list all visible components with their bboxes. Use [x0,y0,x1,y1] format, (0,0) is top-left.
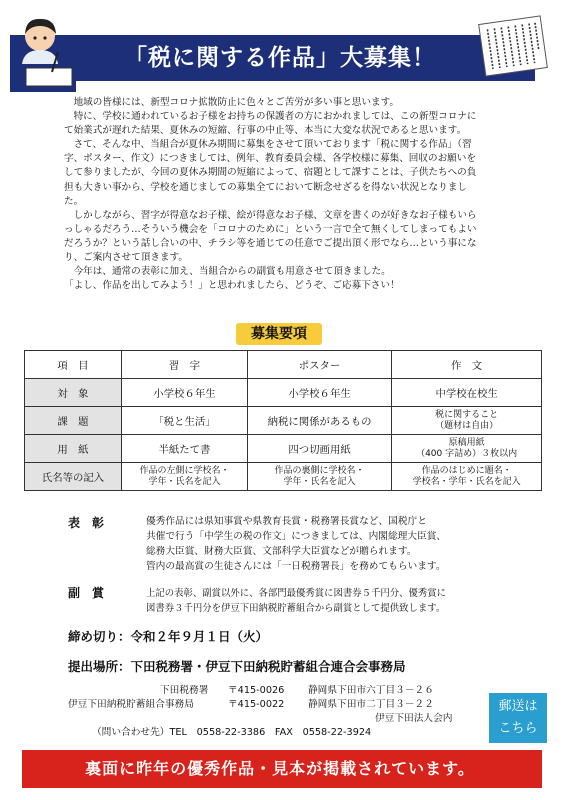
cell-line: 学年・氏名を記入 [283,476,356,487]
cell-shuji: 小学校６年生 [122,379,248,407]
bottom-banner-text: 裏面に昨年の優秀作品・見本が掲載されています。 [85,759,475,778]
address-name: 下田税務署 [160,685,209,696]
intro-text [64,96,484,293]
intro-paragraph: 地域の皆様には、新型コロナ拡散防止に色々とご苦労が多い事と思います。 [73,97,400,108]
hyosho-label: 表 彰 [68,516,105,530]
cell-line: （題材は自由） [435,420,499,431]
cell-shuji: 「税と生活」 [122,407,248,435]
cell-sakubun [392,407,542,435]
fukusho-label: 副 賞 [68,586,105,600]
text-line: 優秀作品には県知事賞や県教育長賞・税務署長賞など、国税庁と [146,516,427,527]
row-label: 対 象 [25,379,122,407]
cell-sakubun: 中学校在校生 [392,379,542,407]
cell-line: 原稿用紙 [448,437,485,448]
table-header: 作 文 [392,351,542,379]
cell-poster [247,463,391,491]
contact-info: （問い合わせ先）TEL 0558-22-3386 FAX 0558-22-3924 [92,727,372,738]
table-row [25,407,542,435]
cell-line: 作品の裏側に学校名・ [274,465,365,476]
address-zip: 〒415-0026 [228,685,285,696]
intro-paragraph: 今年は、通常の表彰に加え、当組合からの副賞も用意させて頂きました。 [73,266,391,278]
text-line: 総務大臣賞、財務大臣賞、文部科学大臣賞などが贈られます。 [146,546,417,557]
fukusho-text [146,586,546,616]
text-line: 図書券３千円分を伊豆下田納税貯蓄組合から副賞として提供致します。 [146,603,446,614]
address-line: 静岡県下田市六丁目３－２６ [308,685,434,696]
guidelines-table [24,350,542,491]
calligraphy-child-icon [10,12,76,92]
cell-line: 作品のはじめに題名・ [421,465,512,476]
row-label: 課 題 [25,407,122,435]
table-row [25,463,542,491]
table-header: 習 字 [122,351,248,379]
cell-line: （400 字詰め）３枚以内 [416,448,518,459]
table-row [25,379,542,407]
text-line: 上記の表彰、副賞以外に、各部門最優秀賞に図書券５千円分、優秀賞に [146,588,447,599]
mail-badge [489,693,547,743]
table-header: 項 目 [25,351,122,379]
cell-sakubun [392,435,542,463]
mail-badge-line: こちら [498,721,538,736]
cell-poster: 納税に関係があるもの [247,407,391,435]
intro-paragraph: しかしながら、習字が得意なお子様、絵が得意なお子様、文章を書くのが好きなお子様もいらっしゃるだろう…そういう機会を「コロナのために」という一言で全て無くしてしまってもよいだろうか？という話し合いの中、チラシ等を通じての任意でご提出頂く形でなら…という事になり、ご案内させて頂きます。 [64,209,477,264]
cell-sakubun [392,463,542,491]
cell-poster: 四つ切画用紙 [247,435,391,463]
table-row [25,435,542,463]
mail-badge-line: 郵送は [498,699,538,714]
table-header-row [25,351,542,379]
text-line: 管内の最高賞の生徒さんには「一日税務署長」を務めてもらいます。 [146,561,446,572]
hyosho-text [146,514,536,574]
intro-paragraph: さて、そんな中、当組合が夏休み期間に募集をさせて頂いております「税に関する作品」（習字、ポスター、作文）につきましては、例年、教育委員会様、各学校様に募集、回収のお願いをして参りましたが、今回の夏休み期間の短縮によって、宿題として課すことは、子供たちへの負担も大きい事から、学校を通じましての募集全てにおいて断念せざるを得ない状況となりました。 [64,139,477,207]
text-line: 共催で行う「中学生の税の作文」につきましては、内閣総理大臣賞、 [146,531,447,542]
address-note: 伊豆下田法人会内 [375,713,453,724]
manuscript-paper-icon [476,14,550,78]
cell-line: 学年・氏名を記入 [148,476,221,487]
cell-shuji: 半紙たて書 [122,435,248,463]
row-label: 氏名等の記入 [25,463,122,491]
cell-poster: 小学校６年生 [247,379,391,407]
address-line: 静岡県下田市二丁目３－２２ [308,699,434,710]
cell-shuji [122,463,248,491]
cell-line: 税に関すること [435,409,499,420]
intro-paragraph: 「よし、作品を出してみよう！」と思われましたら、どうぞ、ご応募下さい！ [64,280,400,292]
intro-paragraph: 特に、学校に通われているお子様をお持ちの保護者の方におかれましては、この新型コロナにて始業式が遅れた結果、夏休みの短縮、行事の中止等、本当に大変な状況であると思います。 [64,111,477,137]
submission-place: 提出場所：下田税務署・伊豆下田納税貯蓄組合連合会事務局 [68,659,406,674]
address-zip: 〒415-0022 [228,699,285,710]
page-title: 「税に関する作品」大募集！ [124,45,436,71]
deadline: 締め切り：令和２年９月１日（火） [68,629,269,644]
address-name: 伊豆下田納税貯蓄組合事務局 [68,699,194,710]
section-label-boshu: 募集要項 [236,323,322,345]
cell-line: 作品の左側に学校名・ [139,465,230,476]
table-header: ポスター [247,351,391,379]
cell-line: 学校名・学年・氏名を記入 [412,476,521,487]
row-label: 用 紙 [25,435,122,463]
